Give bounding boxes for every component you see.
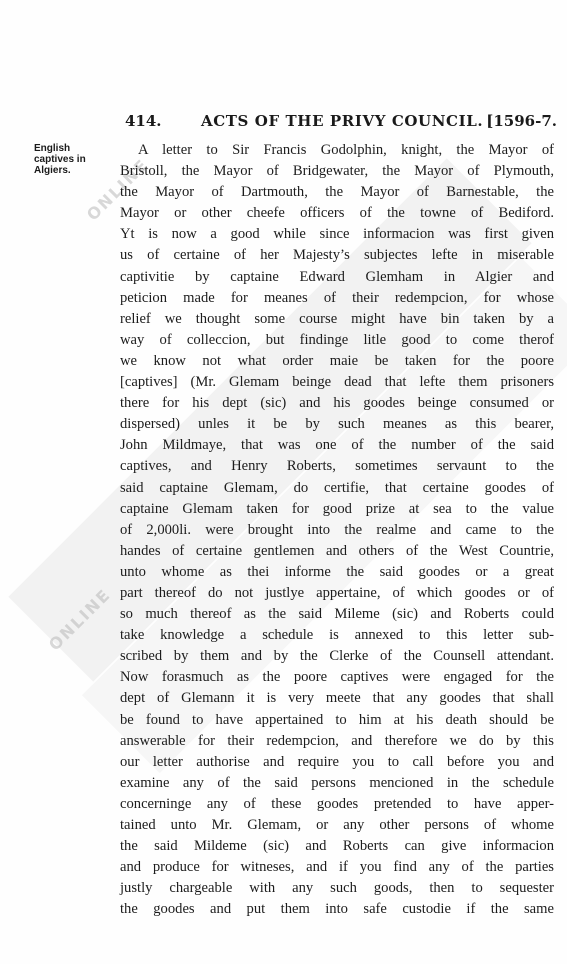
text-line: [captives] (Mr. Glemam beinge dead that lefte them prisoners <box>120 374 554 391</box>
page-number: 414. <box>125 112 162 130</box>
margin-note-line: captives in <box>34 154 86 165</box>
text-line: captives, and Henry Roberts, sometimes servaunt to the <box>120 458 554 475</box>
text-line: part thereof do not justlye appertaine, of which goodes or of <box>120 584 554 601</box>
year-range: [1596-7. <box>486 112 557 130</box>
text-line: take knowledge a schedule is annexed to this letter sub- <box>120 627 554 644</box>
text-line: the Mayor of Dartmouth, the Mayor of Barnestable, the <box>120 184 554 201</box>
text-line: unto whome as thei informe the said goodes or a great <box>120 563 554 580</box>
running-title: ACTS OF THE PRIVY COUNCIL. <box>201 112 484 130</box>
text-line: captivitie by captaine Edward Glemham in Algier and <box>120 268 554 285</box>
text-line: there for his dept (sic) and his goodes beinge consumed or <box>120 395 554 412</box>
text-line: Yt is now a good while since informacion was first given <box>120 226 554 243</box>
text-line: said captaine Glemam, do certifie, that certaine goodes of <box>120 479 554 496</box>
text-line: examine any of the said persons mencioned in the schedule <box>120 774 554 791</box>
text-line: our letter authorise and require you to call before you and <box>120 753 554 770</box>
running-header <box>125 112 557 134</box>
text-line: captaine Glemam taken for good prize at sea to the value <box>120 500 554 517</box>
text-line: of 2,000li. were brought into the realme and came to the <box>120 521 554 538</box>
text-line: A letter to Sir Francis Godolphin, knight, the Mayor of <box>138 142 554 158</box>
text-line: relief we thought some course might have bin taken by a <box>120 310 554 327</box>
text-line: Now forasmuch as the poore captives were engaged for the <box>120 669 554 686</box>
margin-note-line: English <box>34 143 71 154</box>
text-line: be found to have appertained to him at his death should be <box>120 711 554 728</box>
text-line: Mayor or other cheefe officers of the towne of Bediford. <box>120 205 554 222</box>
text-line: so much thereof as the said Mileme (sic) and Roberts could <box>120 606 554 623</box>
text-line: us of certaine of her Majesty’s subjectes lefte in miserable <box>120 247 554 264</box>
watermark-text: ONLINE <box>82 154 153 225</box>
text-line: concerninge any of these goodes pretended to have apper- <box>120 795 554 812</box>
text-line: and produce for witneses, and if you find any of the parties <box>120 859 554 876</box>
text-line: justly chargeable with any such goods, then to sequester <box>120 880 554 897</box>
text-line: the goodes and put them into safe custodie if the same <box>120 901 554 918</box>
margin-note <box>34 143 114 176</box>
text-line: we know not what order maie be taken for the poore <box>120 352 554 369</box>
text-line: peticion made for meanes of their redempcion, for whose <box>120 289 554 306</box>
text-line: the said Mildeme (sic) and Roberts can give informacion <box>120 838 554 855</box>
text-line: tained unto Mr. Glemam, or any other persons of whome <box>120 817 554 833</box>
text-line: scribed by them and by the Clerke of the Counsell attendant. <box>120 648 554 665</box>
margin-note-line: Algiers. <box>34 165 71 176</box>
text-line: John Mildmaye, that was one of the number of the said <box>120 437 554 454</box>
text-line: dept of Glemann it is very meete that any goodes that shall <box>120 690 554 707</box>
text-line: handes of certaine gentlemen and others of the West Countrie, <box>120 542 554 559</box>
text-line: way of colleccion, but findinge litle good to come therof <box>120 331 554 348</box>
watermark-text: ONLINE <box>44 584 115 655</box>
text-line: answerable for their redempcion, and therefore we do by this <box>120 732 554 749</box>
text-line: dispersed) unles it be by such meanes as this bearer, <box>120 416 554 433</box>
body-text <box>120 140 554 920</box>
text-line: Bristoll, the Mayor of Bridgewater, the Mayor of Plymouth, <box>120 163 554 180</box>
